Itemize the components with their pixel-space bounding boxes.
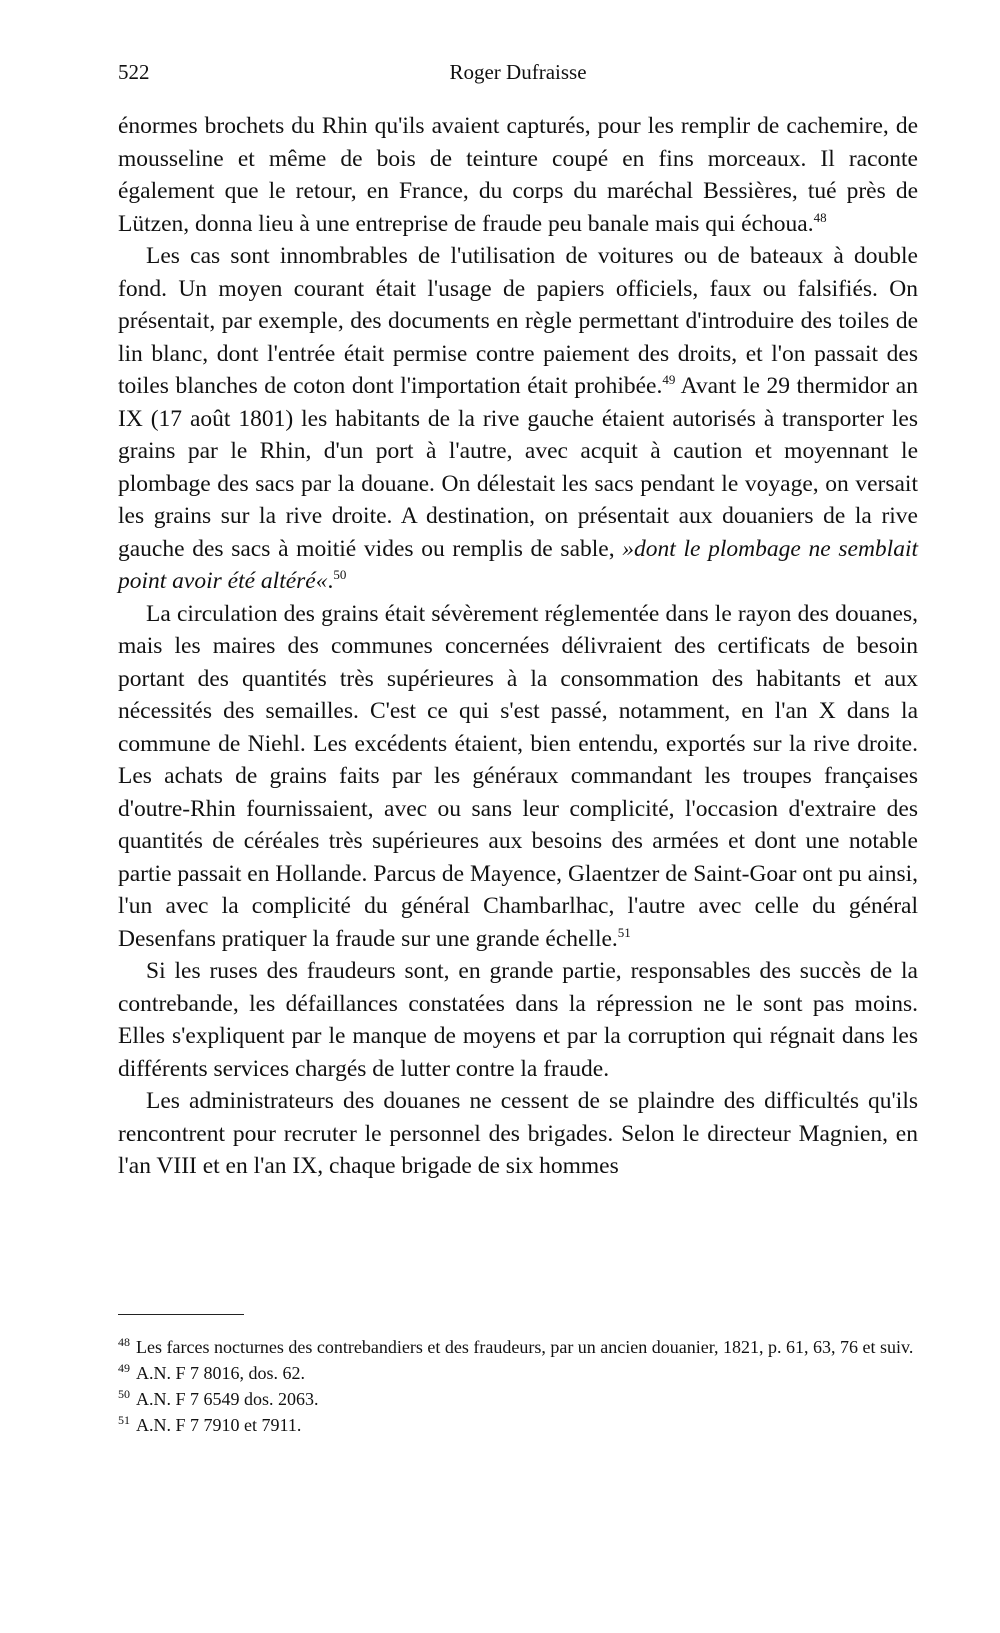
footnote-reference: 51 xyxy=(617,924,631,940)
paragraph-text: La circulation des grains était sévèrement réglementée dans le rayon des douanes, mais les maires des communes concernées délivraient des certificats de besoin portant des quantités très supérieures à la consommation des habitants et aux nécessités des semailles. C'est ce qui s'est passé, notamment, en l'an X dans la commune de Niehl. Les excédents étaient, bien entendu, exportés sur la rive droite. Les achats de grains faits par les généraux commandant les troupes françaises d'outre-Rhin fournissaient, avec ou sans leur complicité, l'occasion d'extraire des quantités de céréales très supérieures aux besoins des armées et dont une notable partie passait en Hollande. Parcus de Mayence, Glaentzer de Saint-Goar ont pu ainsi, l'un avec la complicité du général Chambarlhac, l'autre avec celle du général Desenfans pratiquer la fraude sur une grande échelle. xyxy=(118,600,918,952)
italic-quotation: »dont le plombage ne semblait point avoir été altéré« xyxy=(118,535,919,594)
footnote xyxy=(118,1386,918,1412)
footnotes xyxy=(118,1334,918,1438)
paragraph xyxy=(118,240,918,598)
footnote-separator xyxy=(118,1314,244,1315)
paragraph xyxy=(118,598,918,956)
paragraph xyxy=(118,955,918,1085)
footnote-reference: 48 xyxy=(813,209,827,225)
footnote-text: Les farces nocturnes des contrebandiers et des fraudeurs, par un ancien douanier, 1821, p. 61, 63, 76 et suiv. xyxy=(136,1337,914,1357)
footnote-text: A.N. F 7 7910 et 7911. xyxy=(136,1415,302,1435)
footnote-number: 48 xyxy=(118,1335,130,1349)
footnote xyxy=(118,1412,918,1438)
footnote-text: A.N. F 7 6549 dos. 2063. xyxy=(136,1389,319,1409)
paragraph-text: Avant le 29 thermidor an IX (17 août 1801) les habitants de la rive gauche étaient autorisés à transporter les grains par le Rhin, d'un port à l'autre, avec acquit à caution et moyennant le plombage des sacs par la douane. On délestait les sacs pendant le voyage, on versait les grains sur la rive droite. A destination, on présentait aux douaniers de la rive gauche des sacs à moitié vides ou remplis de sable, xyxy=(118,373,918,562)
footnote xyxy=(118,1360,918,1386)
footnote-text: A.N. F 7 8016, dos. 62. xyxy=(136,1363,306,1383)
paragraph-text: Les administrateurs des douanes ne cessent de se plaindre des difficultés qu'ils rencontrent pour recruter le personnel des brigades. Selon le directeur Magnien, en l'an VIII et en l'an IX, chaque brigade de six hommes xyxy=(118,1088,918,1179)
footnote-reference: 50 xyxy=(333,567,347,583)
paragraph-text: Si les ruses des fraudeurs sont, en grande partie, responsables des succès de la contrebande, les défaillances constatées dans la répression ne le sont pas moins. Elles s'expliquent par le manque de moyens et par la corruption qui régnait dans les différents services chargés de lutter contre la fraude. xyxy=(118,958,918,1082)
paragraph-text: . xyxy=(327,568,334,594)
body-text xyxy=(118,110,918,1183)
footnote xyxy=(118,1334,918,1360)
paragraph-text: Les cas sont innombrables de l'utilisation de voitures ou de bateaux à double fond. Un moyen courant était l'usage de papiers officiels, faux ou falsifiés. On présentait, par exemple, des documents en règle permettant d'introduire des toiles de lin blanc, dont l'entrée était permise contre paiement des droits, et l'on passait des toiles blanches de coton dont l'importation était prohibée. xyxy=(118,243,918,399)
footnote-number: 49 xyxy=(118,1361,130,1375)
paragraph xyxy=(118,1085,918,1183)
paragraph-text: énormes brochets du Rhin qu'ils avaient capturés, pour les remplir de cachemire, de mousseline et même de bois de teinture coupé en fins morceaux. Il raconte également que le retour, en France, du corps du maréchal Bessières, tué près de Lützen, donna lieu à une entreprise de fraude peu banale mais qui échoua. xyxy=(118,113,918,237)
running-head: Roger Dufraisse xyxy=(449,60,587,84)
footnote-reference: 49 xyxy=(662,372,676,388)
page-number: 522 xyxy=(118,60,150,84)
page-header xyxy=(118,56,918,96)
footnote-number: 51 xyxy=(118,1413,130,1427)
footnote-number: 50 xyxy=(118,1387,130,1401)
paragraph xyxy=(118,110,918,240)
